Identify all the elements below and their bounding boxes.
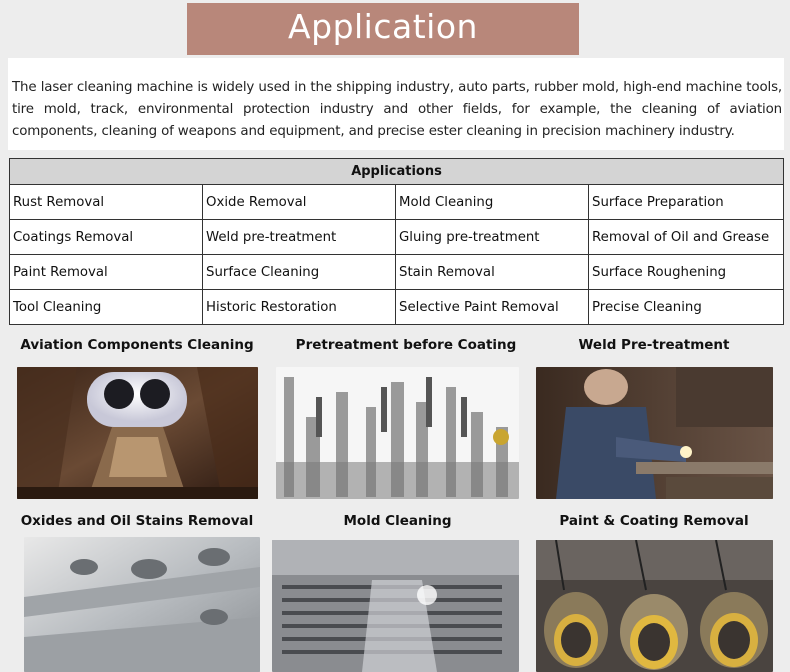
table-cell: Coatings Removal [10,220,203,255]
table-cell: Stain Removal [396,255,589,290]
aviation-components-photo [17,367,258,499]
table-cell: Paint Removal [10,255,203,290]
table-cell: Weld pre-treatment [203,220,396,255]
table-cell: Surface Cleaning [203,255,396,290]
applications-table-header: Applications [10,159,784,185]
pretreatment-coating-photo [276,367,519,499]
caption-oxides-oil-stains: Oxides and Oil Stains Removal [20,513,254,529]
paint-coating-removal-photo [536,540,773,672]
caption-aviation-components: Aviation Components Cleaning [20,337,254,353]
table-cell: Selective Paint Removal [396,290,589,325]
table-cell: Rust Removal [10,185,203,220]
caption-paint-coating-removal: Paint & Coating Removal [559,513,749,529]
table-cell: Removal of Oil and Grease [589,220,784,255]
table-row [10,220,784,255]
table-cell: Gluing pre-treatment [396,220,589,255]
applications-table [9,158,784,325]
intro-paragraph: The laser cleaning machine is widely used in the shipping industry, auto parts, rubber mold, high-end machine tools, tire mold, track, environmental protection industry and other fields, for example, the cleaning of aviation components, cleaning of weapons and equipment, and precise ester cleaning in precision machinery industry. [12,80,782,139]
section-title: Application [288,7,478,46]
table-cell: Precise Cleaning [589,290,784,325]
table-cell: Historic Restoration [203,290,396,325]
table-cell: Mold Cleaning [396,185,589,220]
oxides-oil-stains-photo [24,537,260,672]
table-cell: Surface Preparation [589,185,784,220]
table-cell: Oxide Removal [203,185,396,220]
table-row [10,255,784,290]
table-row [10,290,784,325]
caption-mold-cleaning: Mold Cleaning [343,513,452,529]
section-banner [187,3,579,55]
caption-weld-pretreatment: Weld Pre-treatment [578,337,730,353]
table-cell: Tool Cleaning [10,290,203,325]
weld-pretreatment-photo [536,367,773,499]
caption-pretreatment-coating: Pretreatment before Coating [295,337,517,353]
mold-cleaning-photo [272,540,519,672]
table-cell: Surface Roughening [589,255,784,290]
table-row [10,185,784,220]
